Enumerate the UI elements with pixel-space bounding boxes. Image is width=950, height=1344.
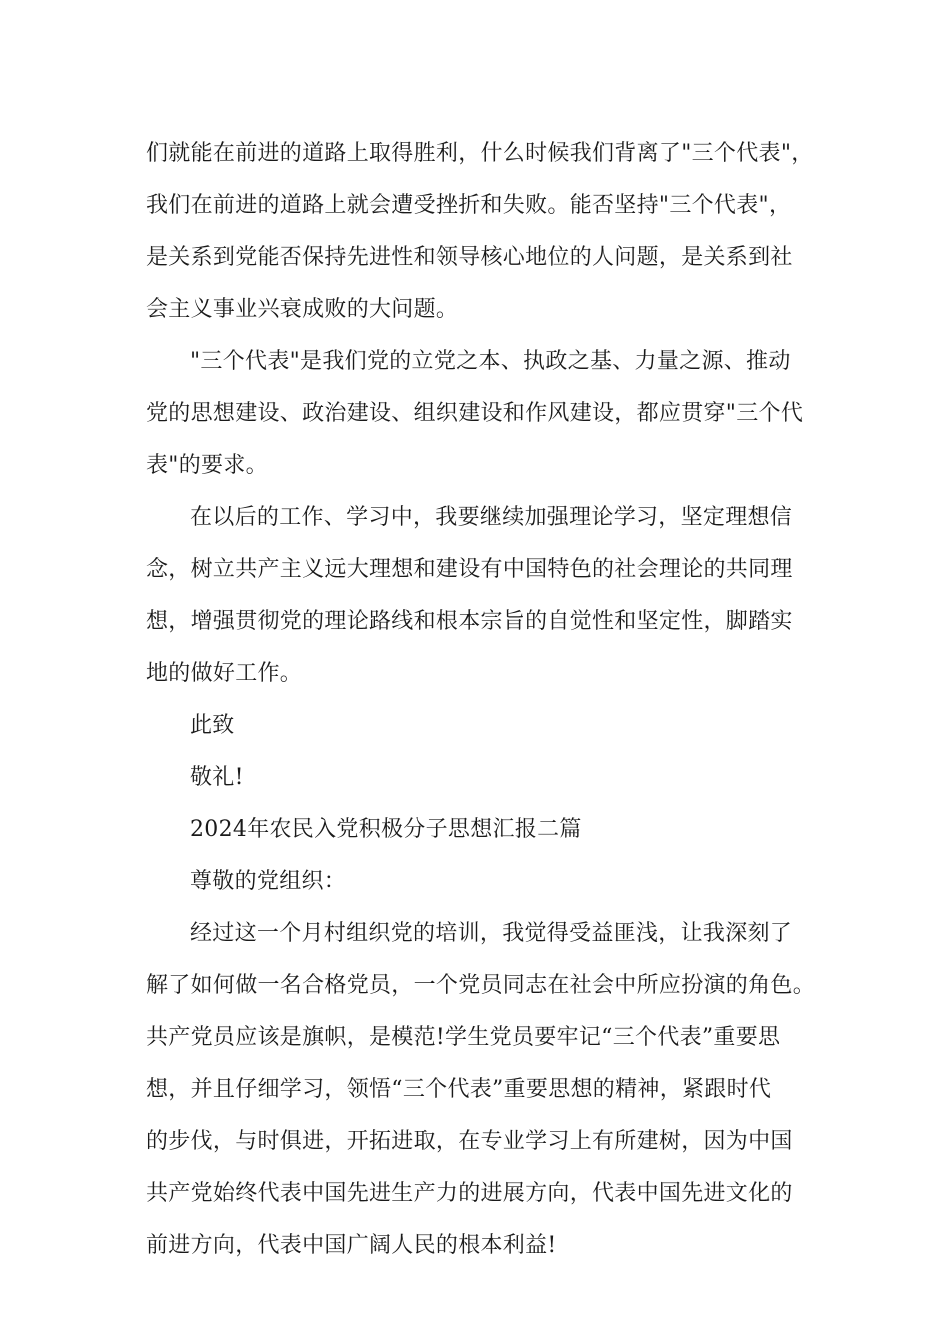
greeting	[146, 856, 826, 908]
text-line: 解了如何做一名合格党员，一个党员同志在社会中所应扮演的角色。	[146, 973, 816, 998]
text-line: 我们在前进的道路上就会遭受挫折和失败。能否坚持"三个代表"，	[146, 193, 792, 218]
document-body	[146, 128, 826, 1272]
text-line: 共产党始终代表中国先进生产力的进展方向，代表中国先进文化的	[146, 1181, 793, 1206]
paragraph-2	[146, 336, 826, 492]
paragraph-3	[146, 492, 826, 700]
text-line: 会主义事业兴衰成败的大问题。	[146, 297, 459, 322]
closing-regards	[146, 752, 826, 804]
text-line: "三个代表"是我们党的立党之本、执政之基、力量之源、推动	[190, 349, 791, 374]
text-line: 是关系到党能否保持先进性和领导核心地位的人问题，是关系到社	[146, 245, 793, 270]
text-line: 经过这一个月村组织党的培训，我觉得受益匪浅，让我深刻了	[190, 921, 793, 946]
text-line: 想，并且仔细学习，领悟“三个代表”重要思想的精神，紧跟时代	[146, 1077, 772, 1102]
text-line: 念，树立共产主义远大理想和建设有中国特色的社会理论的共同理	[146, 557, 793, 582]
text-line: 此致	[190, 713, 235, 738]
text-line: 2024年农民入党积极分子思想汇报二篇	[190, 817, 582, 842]
text-line: 表"的要求。	[146, 453, 268, 478]
text-line: 敬礼!	[190, 765, 244, 790]
text-line: 的步伐，与时俱进，开拓进取，在专业学习上有所建树，因为中国	[146, 1129, 793, 1154]
text-line: 尊敬的党组织：	[190, 869, 347, 894]
text-line: 们就能在前进的道路上取得胜利，什么时候我们背离了"三个代表"，	[146, 141, 814, 166]
text-line: 前进方向，代表中国广阔人民的根本利益!	[146, 1233, 557, 1258]
paragraph-4	[146, 908, 826, 1272]
text-line: 想，增强贯彻党的理论路线和根本宗旨的自觉性和坚定性，脚踏实	[146, 609, 793, 634]
text-line: 地的做好工作。	[146, 661, 303, 686]
section-title	[146, 804, 826, 856]
text-line: 党的思想建设、政治建设、组织建设和作风建设，都应贯穿"三个代	[146, 401, 804, 426]
closing-salutation	[146, 700, 826, 752]
text-line: 在以后的工作、学习中，我要继续加强理论学习，坚定理想信	[190, 505, 793, 530]
paragraph-1	[146, 128, 826, 336]
text-line: 共产党员应该是旗帜，是模范!学生党员要牢记“三个代表”重要思	[146, 1025, 781, 1050]
